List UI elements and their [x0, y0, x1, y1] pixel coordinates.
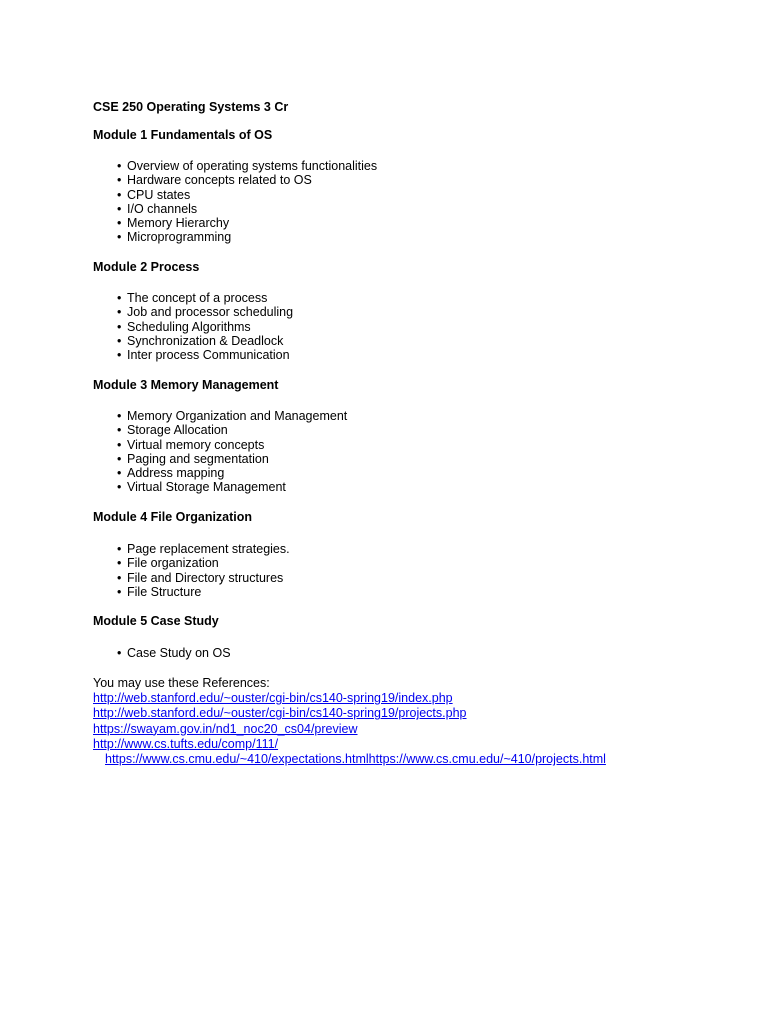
bullet-icon: •	[117, 187, 122, 202]
topic-text: Synchronization & Deadlock	[127, 333, 284, 348]
list-item	[115, 348, 293, 362]
bullet-icon: •	[117, 542, 122, 556]
bullet-icon: •	[117, 173, 122, 188]
references-intro: You may use these References:	[93, 676, 270, 690]
bullet-icon: •	[117, 333, 122, 348]
module-1-topic-list	[115, 159, 377, 245]
references-section	[93, 676, 606, 767]
topic-text: File organization	[127, 556, 219, 571]
bullet-icon: •	[117, 480, 122, 495]
list-item	[115, 452, 347, 466]
bullet-icon: •	[117, 437, 122, 452]
reference-link-cmu[interactable]: https://www.cs.cmu.edu/~410/expectations.htmlhttps://www.cs.cmu.edu/~410/projects.html	[105, 752, 606, 767]
list-item	[115, 320, 293, 334]
bullet-icon: •	[117, 646, 122, 660]
topic-text: File Structure	[127, 584, 202, 599]
module-5-heading: Module 5 Case Study	[93, 614, 219, 628]
list-item	[115, 646, 231, 660]
bullet-icon: •	[117, 348, 122, 363]
bullet-icon: •	[117, 423, 122, 438]
bullet-icon: •	[117, 291, 122, 305]
bullet-icon: •	[117, 409, 122, 423]
topic-text: Microprogramming	[127, 230, 232, 245]
topic-text: I/O channels	[127, 201, 198, 216]
topic-text: Job and processor scheduling	[127, 305, 294, 320]
list-item	[115, 334, 293, 348]
bullet-icon: •	[117, 556, 122, 571]
topic-text: The concept of a process	[127, 291, 268, 305]
module-3-topic-list	[115, 409, 347, 495]
list-item	[115, 480, 347, 494]
list-item	[115, 466, 347, 480]
reference-link-tufts[interactable]: http://www.cs.tufts.edu/comp/111/	[93, 736, 279, 751]
bullet-icon: •	[117, 319, 122, 334]
topic-text: Storage Allocation	[127, 423, 228, 438]
module-2-heading: Module 2 Process	[93, 260, 200, 274]
reference-link-swayam[interactable]: https://swayam.gov.in/nd1_noc20_cs04/preview	[93, 721, 358, 736]
list-item	[115, 409, 347, 423]
topic-text: Memory Organization and Management	[127, 409, 348, 423]
list-item	[115, 173, 377, 187]
list-item	[115, 216, 377, 230]
bullet-icon: •	[117, 216, 122, 231]
list-item	[115, 188, 377, 202]
topic-text: Page replacement strategies.	[127, 542, 290, 556]
topic-text: Paging and segmentation	[127, 451, 269, 466]
list-item	[115, 202, 377, 216]
reference-link-stanford-projects[interactable]: http://web.stanford.edu/~ouster/cgi-bin/cs140-spring19/projects.php	[93, 706, 467, 721]
module-4-heading: Module 4 File Organization	[93, 510, 253, 524]
bullet-icon: •	[117, 451, 122, 466]
topic-text: Case Study on OS	[127, 646, 231, 660]
module-4-topic-list	[115, 542, 290, 599]
list-item	[115, 291, 293, 305]
list-item	[115, 230, 377, 244]
topic-text: Address mapping	[127, 466, 225, 481]
topic-text: Inter process Communication	[127, 348, 290, 363]
list-item	[115, 438, 347, 452]
module-3-heading: Module 3 Memory Management	[93, 378, 279, 392]
bullet-icon: •	[117, 570, 122, 585]
bullet-icon: •	[117, 159, 122, 173]
list-item	[115, 305, 293, 319]
bullet-icon: •	[117, 230, 122, 245]
bullet-icon: •	[117, 201, 122, 216]
list-item	[115, 585, 290, 599]
topic-text: Overview of operating systems functionalities	[127, 159, 378, 173]
list-item	[115, 159, 377, 173]
module-5-topic-list	[115, 646, 231, 660]
topic-text: Memory Hierarchy	[127, 216, 230, 231]
bullet-icon: •	[117, 466, 122, 481]
topic-text: Virtual Storage Management	[127, 480, 286, 495]
list-item	[115, 542, 290, 556]
list-item	[115, 571, 290, 585]
module-1-heading: Module 1 Fundamentals of OS	[93, 128, 273, 142]
topic-text: Hardware concepts related to OS	[127, 173, 312, 188]
list-item	[115, 556, 290, 570]
bullet-icon: •	[117, 584, 122, 599]
topic-text: File and Directory structures	[127, 570, 284, 585]
reference-link-stanford-index[interactable]: http://web.stanford.edu/~ouster/cgi-bin/cs140-spring19/index.php	[93, 691, 453, 706]
topic-text: Virtual memory concepts	[127, 437, 265, 452]
topic-text: CPU states	[127, 187, 191, 202]
course-title: CSE 250 Operating Systems 3 Cr	[93, 100, 289, 114]
bullet-icon: •	[117, 305, 122, 320]
module-2-topic-list	[115, 291, 293, 362]
topic-text: Scheduling Algorithms	[127, 319, 251, 334]
list-item	[115, 423, 347, 437]
